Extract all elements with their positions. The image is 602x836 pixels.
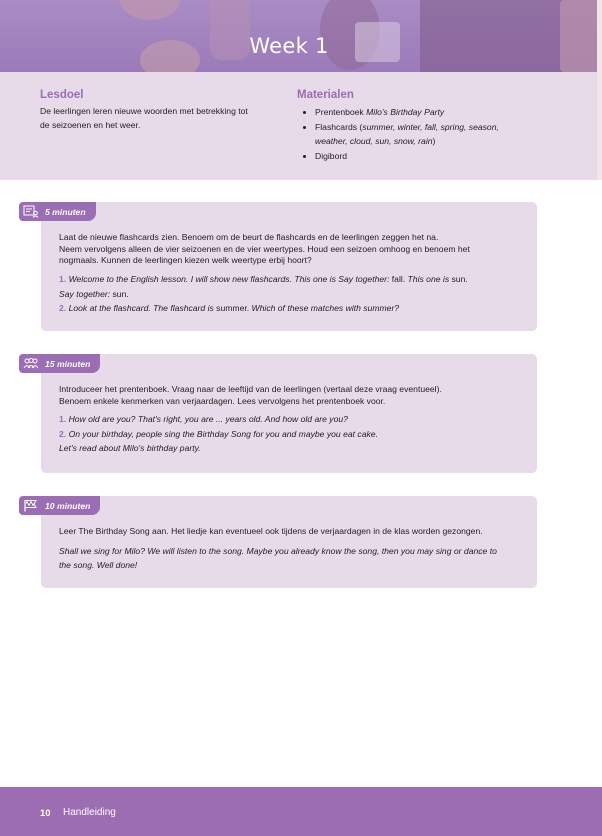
materials-list bbox=[297, 105, 557, 164]
page-title: Week 1 bbox=[249, 34, 329, 58]
duration-label: 5 minuten bbox=[45, 206, 86, 217]
materials-item: • Digibord bbox=[315, 149, 557, 164]
lesson-goal bbox=[40, 89, 280, 132]
duration-badge-2 bbox=[19, 354, 100, 373]
illustration-shape bbox=[120, 0, 180, 20]
materials-item: • Prentenboek Milo's Birthday Party bbox=[315, 105, 557, 120]
footer-label: Handleiding bbox=[63, 807, 116, 818]
activity-card-2 bbox=[41, 354, 537, 473]
finish-flag-icon bbox=[23, 499, 39, 512]
materials-item: • Flashcards (summer, winter, fall, spring, season, weather, cloud, sun, snow, rain) bbox=[315, 120, 557, 149]
lesson-goal-heading: Lesdoel bbox=[40, 89, 84, 101]
group-icon bbox=[23, 357, 39, 370]
duration-label: 15 minuten bbox=[45, 358, 91, 369]
lesson-info-panel bbox=[0, 72, 597, 180]
lesson-goal-text: De leerlingen leren nieuwe woorden met betrekking tot de seizoenen en het weer. bbox=[40, 106, 248, 130]
page-number: 10 bbox=[40, 808, 51, 819]
duration-badge-3 bbox=[19, 496, 100, 515]
activity-1-body bbox=[59, 232, 517, 316]
duration-label: 10 minuten bbox=[45, 500, 91, 511]
activity-2-body bbox=[59, 384, 517, 456]
flashcard-icon bbox=[23, 205, 39, 218]
materials-heading: Materialen bbox=[297, 89, 354, 101]
materials bbox=[297, 89, 557, 164]
instruction-text: Introduceer het prentenboek. Vraag naar de leeftijd van de leerlingen (vertaal deze vraag eventueel). Benoem enkele kenmerken van verjaardagen. Lees vervolgens het prentenboek voor. bbox=[59, 384, 442, 406]
activity-3-body bbox=[59, 526, 517, 573]
duration-badge-1 bbox=[19, 202, 96, 221]
instruction-text: Leer The Birthday Song aan. Het liedje kan eventueel ook tijdens de verjaardagen in de klas worden gezongen. bbox=[59, 526, 483, 536]
instruction-text: Laat de nieuwe flashcards zien. Benoem om de beurt de flashcards en de leerlingen zeggen het na. Neem vervolgens alleen de vier seizoenen en de vier weertypes. Houd een seizoen omhoog en benoem het nogmaals. Kunnen de leerlingen kiezen welk weertype erbij hoort? bbox=[59, 232, 470, 266]
activity-card-3 bbox=[41, 496, 537, 588]
english-script: Shall we sing for Milo? We will listen to the song. Maybe you already know the song, then you may sing or dance to the song. Well done! bbox=[59, 545, 497, 571]
page-footer bbox=[0, 787, 602, 836]
english-script: 1. How old are you? That's right, you are ... years old. And how old are you? 2. On your birthday, people sing the Birthday Song for you and maybe you eat cake. Let's read about Milo's birthday party. bbox=[59, 414, 378, 454]
english-script: 1. Welcome to the English lesson. I will show new flashcards. This one is Say together: fall. This one is sun. Say together: sun. 2. Look at the flashcard. The flashcard is summer. Which of these matches with summer? bbox=[59, 274, 468, 314]
header-illustration bbox=[0, 0, 602, 72]
page-edge-strip bbox=[597, 0, 602, 180]
activity-card-1 bbox=[41, 202, 537, 331]
